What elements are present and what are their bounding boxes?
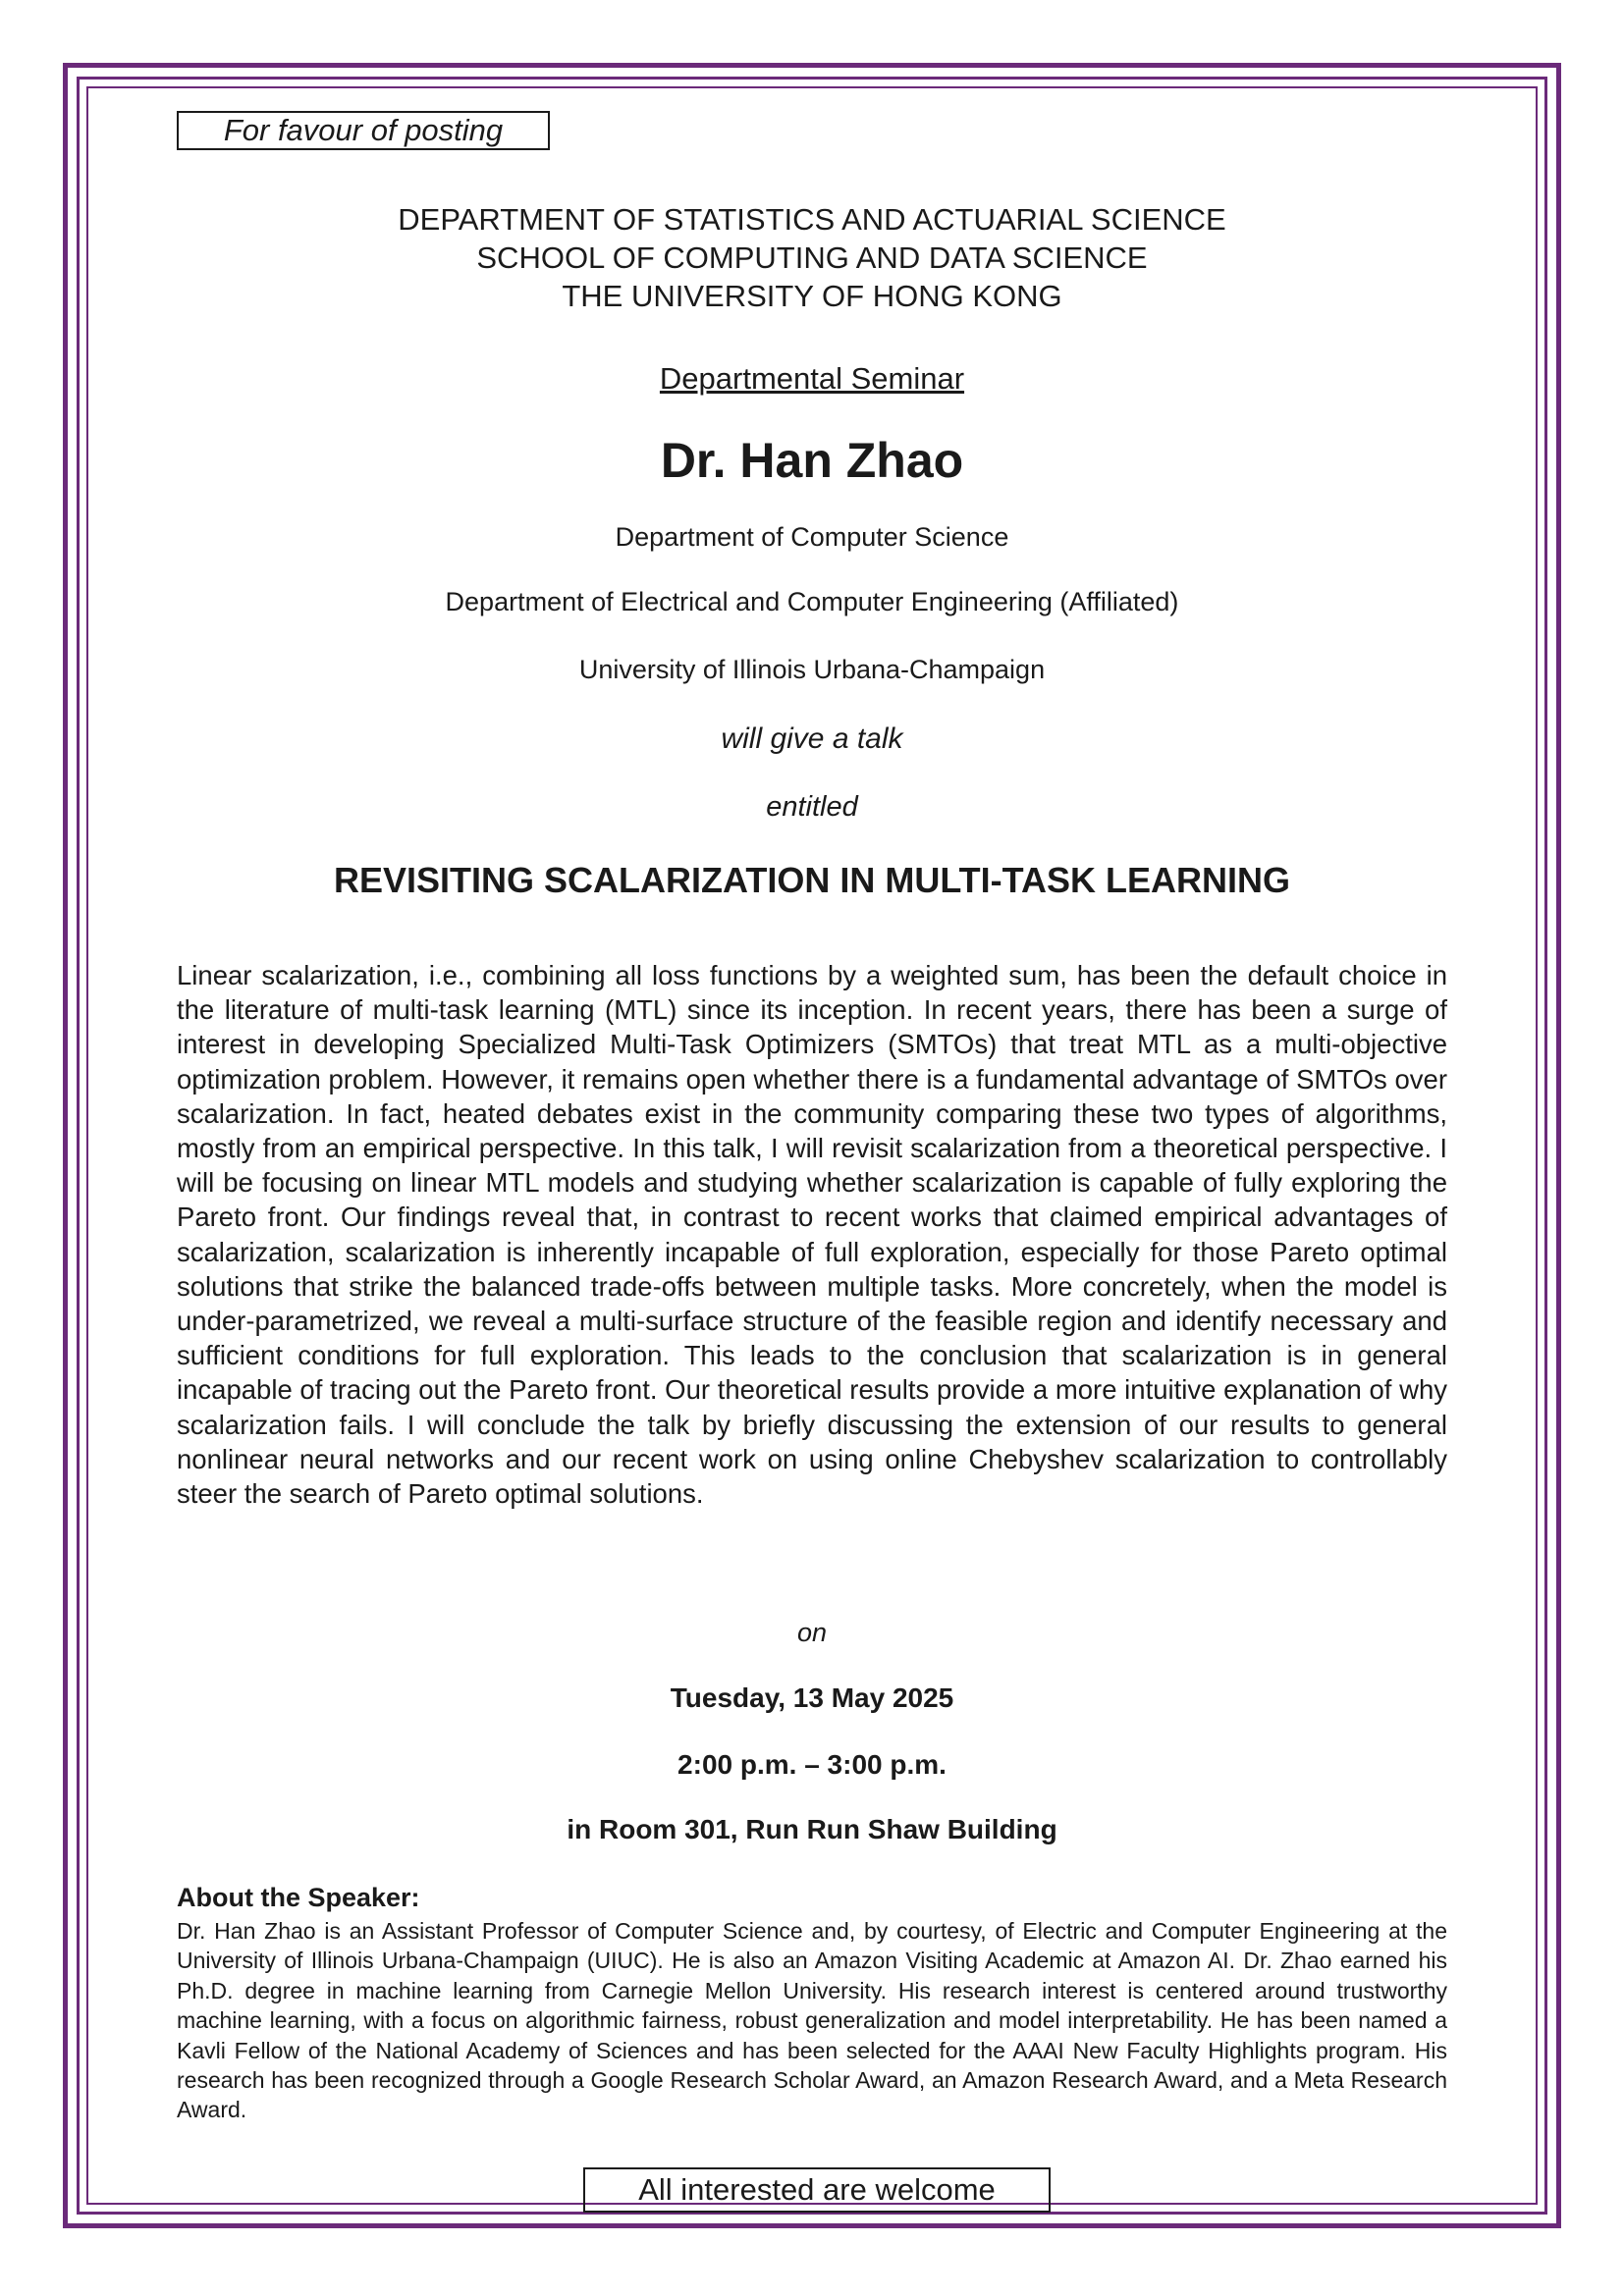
institution-header bbox=[147, 200, 1477, 315]
talk-abstract: Linear scalarization, i.e., combining all loss functions by a weighted sum, has been the default choice in the literature of multi-task learning (MTL) since its inception. In recent years, there has been a surge of interest in developing Specialized Multi-Task Optimizers (SMTOs) that treat MTL as a multi-objective optimization problem. However, it remains open whether there is a fundamental advantage of SMTOs over scalarization. In fact, heated debates exist in the community comparing these two types of algorithms, mostly from an empirical perspective. In this talk, I will revisit scalarization from a theoretical perspective. I will be focusing on linear MTL models and studying whether scalarization is capable of fully exploring the Pareto front. Our findings reveal that, in contrast to recent works that claimed empirical advantages of scalarization, scalarization is inherently incapable of full exploration, especially for those Pareto optimal solutions that strike the balanced trade-offs between multiple tasks. More concretely, when the model is under-parametrized, we reveal a multi-surface structure of the feasible region and identify necessary and sufficient conditions for full exploration. This leads to the conclusion that scalarization is in general incapable of tracing out the Pareto front. Our theoretical results provide a more intuitive explanation of why scalarization fails. I will conclude the talk by briefly discussing the extension of our results to general nonlinear neural networks and our recent work on using online Chebyshev scalarization to controllably steer the search of Pareto optimal solutions. bbox=[177, 960, 1447, 1510]
entitled-label: entitled bbox=[766, 791, 858, 823]
on-label: on bbox=[796, 1618, 828, 1647]
speaker-affiliation-2: Department of Electrical and Computer Engineering (Affiliated) bbox=[445, 587, 1179, 616]
about-speaker-body: Dr. Han Zhao is an Assistant Professor of Computer Science and, by courtesy, of Electric and Computer Engineering at the University of Illinois Urbana-Champaign (UIUC). He is also an Amazon Visiting Academic at Amazon AI. Dr. Zhao earned his Ph.D. degree in machine learning from Carnegie Mellon University. His research interest is centered around trustworthy machine learning, with a focus on algorithmic fairness, robust generalization and model interpretability. He has been named a Kavli Fellow of the National Academy of Sciences and has been selected for the AAAI New Faculty Highlights program. His research has been recognized through a Google Research Scholar Award, an Amazon Research Award, and a Meta Research Award. bbox=[177, 1918, 1447, 2123]
about-speaker-heading: About the Speaker: bbox=[177, 1883, 420, 1912]
talk-venue: in Room 301, Run Run Shaw Building bbox=[567, 1814, 1057, 1844]
talk-date: Tuesday, 13 May 2025 bbox=[670, 1682, 954, 1713]
talk-title: REVISITING SCALARIZATION IN MULTI-TASK LEARNING bbox=[334, 860, 1290, 900]
speaker-affiliation-3: University of Illinois Urbana-Champaign bbox=[578, 655, 1046, 684]
talk-time: 2:00 p.m. – 3:00 p.m. bbox=[677, 1749, 947, 1780]
school-name: SCHOOL OF COMPUTING AND DATA SCIENCE bbox=[476, 240, 1148, 275]
university-name: THE UNIVERSITY OF HONG KONG bbox=[562, 279, 1062, 313]
will-give-talk: will give a talk bbox=[721, 722, 903, 755]
speaker-name: Dr. Han Zhao bbox=[660, 433, 964, 488]
department-name: DEPARTMENT OF STATISTICS AND ACTUARIAL SCIENCE bbox=[398, 202, 1226, 237]
welcome-notice: All interested are welcome bbox=[583, 2167, 1051, 2213]
speaker-affiliation-1: Department of Computer Science bbox=[615, 522, 1009, 552]
seminar-type: Departmental Seminar bbox=[659, 361, 965, 396]
posting-label: For favour of posting bbox=[177, 111, 550, 150]
